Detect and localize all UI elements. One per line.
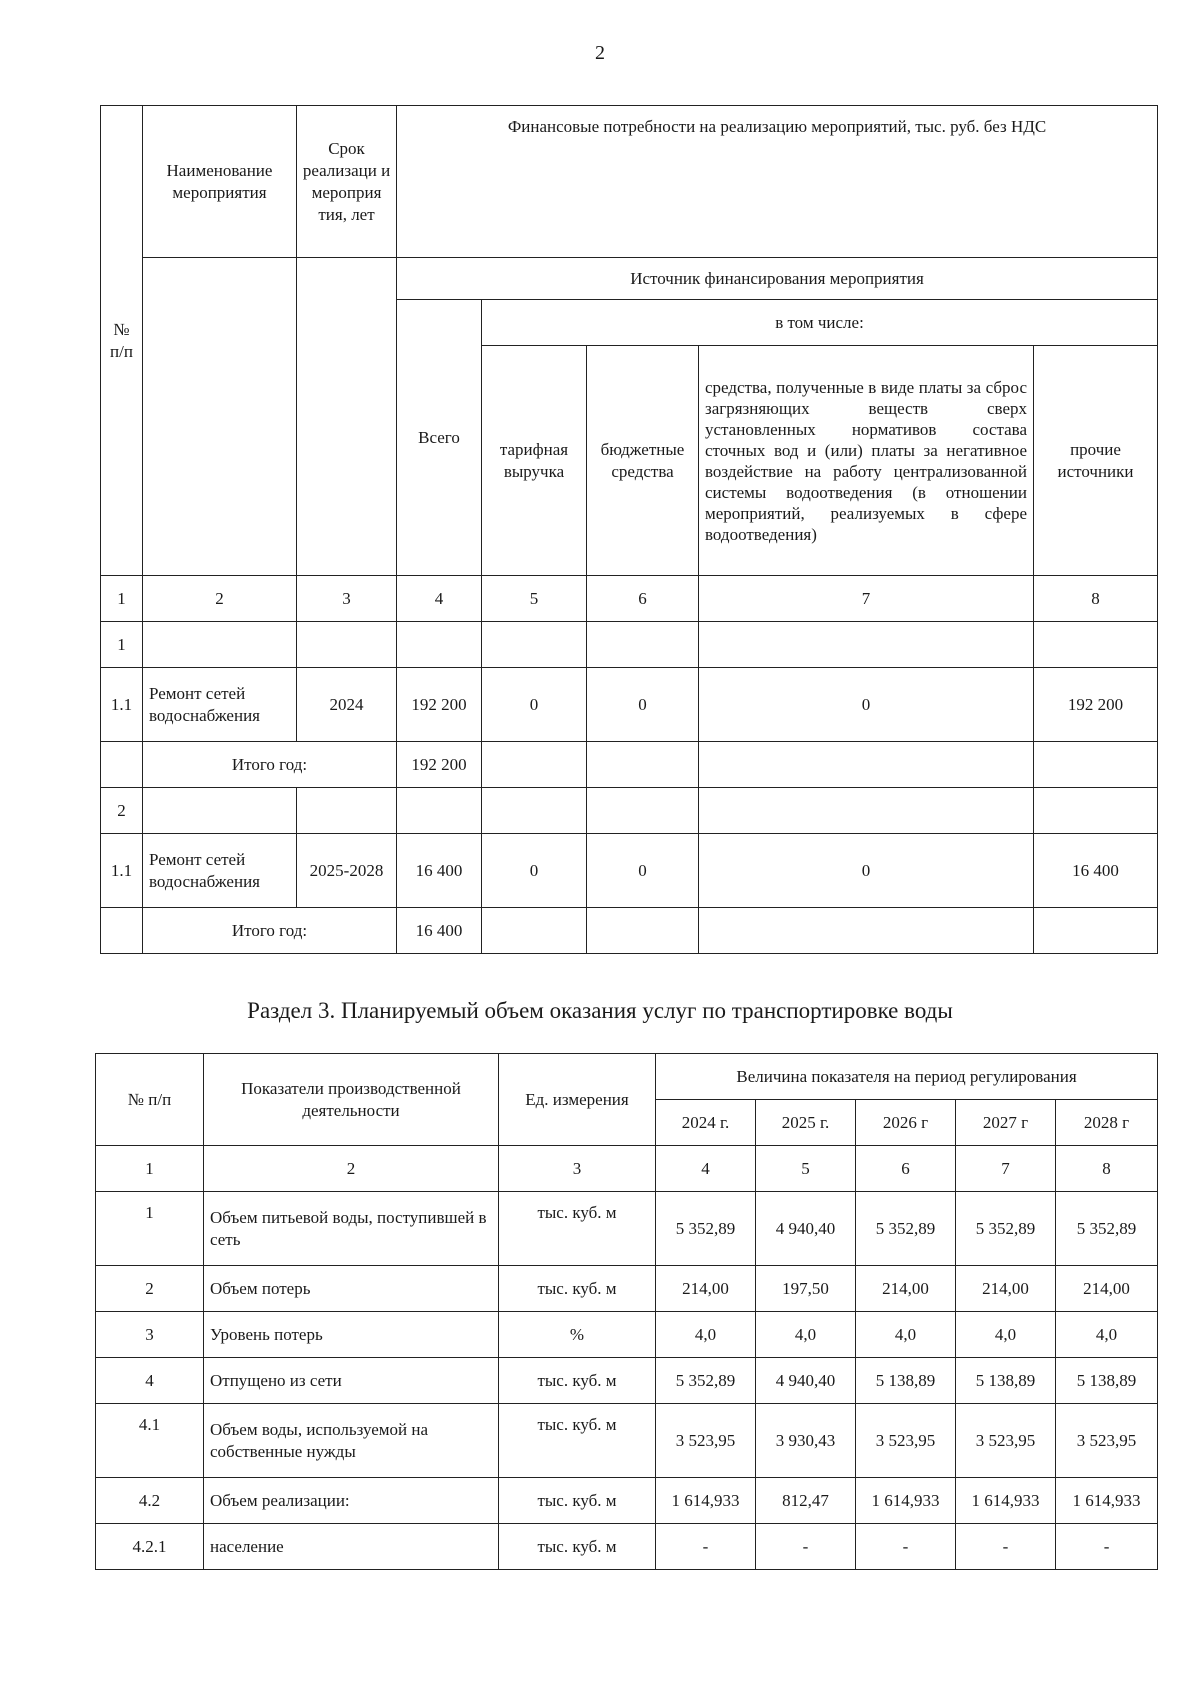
unit: %: [499, 1312, 656, 1358]
header-financial-needs: Финансовые потребности на реализацию мероприятий, тыс. руб. без НДС: [397, 106, 1158, 258]
section-title: Раздел 3. Планируемый объем оказания услуг по транспортировке воды: [247, 998, 953, 1023]
header-year: 2024 г.: [656, 1100, 756, 1146]
value-cell: 1 614,933: [1056, 1478, 1158, 1524]
subtotal-value: 16 400: [397, 908, 482, 954]
column-number: 2: [204, 1146, 499, 1192]
value-cell: 3 523,95: [1056, 1404, 1158, 1478]
header-unit: Ед. измерения: [499, 1054, 656, 1146]
subtotal-row: [101, 742, 1158, 788]
value-cell: 5 352,89: [656, 1192, 756, 1266]
value-cell: 4,0: [756, 1312, 856, 1358]
header-num: № п/п: [101, 106, 143, 576]
budget-value: 0: [587, 668, 699, 742]
value-cell: -: [656, 1524, 756, 1570]
column-number: 3: [499, 1146, 656, 1192]
value-cell: 3 930,43: [756, 1404, 856, 1478]
header-name-blank: [143, 258, 297, 576]
header-num: № п/п: [96, 1054, 204, 1146]
indicator-name: Объем потерь: [204, 1266, 499, 1312]
fees-value: 0: [699, 834, 1034, 908]
header-period: Величина показателя на период регулирования: [656, 1054, 1158, 1100]
activity-term: 2025-2028: [297, 834, 397, 908]
subtotal-label: Итого год:: [143, 908, 397, 954]
value-cell: 214,00: [1056, 1266, 1158, 1312]
column-number: 4: [397, 576, 482, 622]
value-cell: 5 352,89: [956, 1192, 1056, 1266]
row-number: 4.1: [96, 1404, 204, 1478]
indicator-name: Отпущено из сети: [204, 1358, 499, 1404]
indicator-name: население: [204, 1524, 499, 1570]
value-cell: 5 138,89: [956, 1358, 1056, 1404]
column-number: 7: [699, 576, 1034, 622]
table-row: [96, 1478, 1158, 1524]
indicator-name: Уровень потерь: [204, 1312, 499, 1358]
header-budget: бюджетные средства: [587, 346, 699, 576]
page-number: 2: [595, 42, 605, 64]
value-cell: -: [1056, 1524, 1158, 1570]
other-value: 16 400: [1034, 834, 1158, 908]
value-cell: 4,0: [856, 1312, 956, 1358]
value-cell: 1 614,933: [956, 1478, 1056, 1524]
unit: тыс. куб. м: [499, 1358, 656, 1404]
value-cell: 214,00: [956, 1266, 1056, 1312]
value-cell: 1 614,933: [856, 1478, 956, 1524]
header-other: прочие источники: [1034, 346, 1158, 576]
column-number: 8: [1056, 1146, 1158, 1192]
fees-value: 0: [699, 668, 1034, 742]
table-row: [96, 1358, 1158, 1404]
column-number: 4: [656, 1146, 756, 1192]
group-row: [101, 622, 1158, 668]
column-number-row: [96, 1146, 1158, 1192]
header-source: Источник финансирования мероприятия: [397, 258, 1158, 300]
column-number: 6: [587, 576, 699, 622]
value-cell: 1 614,933: [656, 1478, 756, 1524]
column-number: 1: [101, 576, 143, 622]
table-row: [96, 1192, 1158, 1266]
row-number: 1.1: [101, 834, 143, 908]
group-number: 1: [101, 622, 143, 668]
row-number: 1.1: [101, 668, 143, 742]
value-cell: 214,00: [856, 1266, 956, 1312]
activity-name: Ремонт сетей водоснабжения: [143, 668, 297, 742]
other-value: 192 200: [1034, 668, 1158, 742]
group-number: 2: [101, 788, 143, 834]
header-year: 2027 г: [956, 1100, 1056, 1146]
header-year: 2026 г: [856, 1100, 956, 1146]
indicator-name: Объем реализации:: [204, 1478, 499, 1524]
tariff-value: 0: [482, 834, 587, 908]
header-year: 2028 г: [1056, 1100, 1158, 1146]
row-number: 4: [96, 1358, 204, 1404]
table-row: [101, 668, 1158, 742]
value-cell: 3 523,95: [956, 1404, 1056, 1478]
table-row: [96, 1404, 1158, 1478]
unit: тыс. куб. м: [499, 1524, 656, 1570]
value-cell: 5 352,89: [1056, 1192, 1158, 1266]
value-cell: 4,0: [956, 1312, 1056, 1358]
value-cell: -: [856, 1524, 956, 1570]
row-number: 1: [96, 1192, 204, 1266]
header-tariff: тарифная выручка: [482, 346, 587, 576]
value-cell: -: [956, 1524, 1056, 1570]
table-row: [96, 1312, 1158, 1358]
value-cell: 4 940,40: [756, 1358, 856, 1404]
group-row: [101, 788, 1158, 834]
column-number: 2: [143, 576, 297, 622]
value-cell: 3 523,95: [656, 1404, 756, 1478]
column-number: 8: [1034, 576, 1158, 622]
value-cell: 197,50: [756, 1266, 856, 1312]
column-number: 1: [96, 1146, 204, 1192]
unit: тыс. куб. м: [499, 1478, 656, 1524]
column-number-row: [101, 576, 1158, 622]
header-year: 2025 г.: [756, 1100, 856, 1146]
unit: тыс. куб. м: [499, 1192, 656, 1266]
services-table: [95, 1053, 1158, 1570]
value-cell: 812,47: [756, 1478, 856, 1524]
unit: тыс. куб. м: [499, 1404, 656, 1478]
header-term: Срок реализаци и мероприя тия, лет: [297, 106, 397, 258]
value-cell: 4 940,40: [756, 1192, 856, 1266]
value-cell: -: [756, 1524, 856, 1570]
activity-term: 2024: [297, 668, 397, 742]
column-number: 7: [956, 1146, 1056, 1192]
subtotal-label: Итого год:: [143, 742, 397, 788]
total-value: 16 400: [397, 834, 482, 908]
value-cell: 4,0: [1056, 1312, 1158, 1358]
indicator-name: Объем воды, используемой на собственные нужды: [204, 1404, 499, 1478]
subtotal-row: [101, 908, 1158, 954]
row-number: 4.2.1: [96, 1524, 204, 1570]
activity-name: Ремонт сетей водоснабжения: [143, 834, 297, 908]
column-number: 5: [756, 1146, 856, 1192]
value-cell: 214,00: [656, 1266, 756, 1312]
budget-value: 0: [587, 834, 699, 908]
header-including: в том числе:: [482, 300, 1158, 346]
column-number: 6: [856, 1146, 956, 1192]
value-cell: 5 138,89: [1056, 1358, 1158, 1404]
table-row: [96, 1524, 1158, 1570]
value-cell: 5 352,89: [856, 1192, 956, 1266]
row-number: 2: [96, 1266, 204, 1312]
column-number: 3: [297, 576, 397, 622]
header-indicator: Показатели производственной деятельности: [204, 1054, 499, 1146]
header-fees: средства, полученные в виде платы за сброс загрязняющих веществ сверх установленных нормативов состава сточных вод и (или) платы за негативное воздействие на работу централизованной системы водоотведения (в отношении мероприятий, реализуемых в сфере водоотведения): [699, 346, 1034, 576]
unit: тыс. куб. м: [499, 1266, 656, 1312]
header-name: Наименование мероприятия: [143, 106, 297, 258]
table-row: [96, 1266, 1158, 1312]
header-term-blank: [297, 258, 397, 576]
value-cell: 4,0: [656, 1312, 756, 1358]
table-row: [101, 834, 1158, 908]
tariff-value: 0: [482, 668, 587, 742]
value-cell: 3 523,95: [856, 1404, 956, 1478]
subtotal-value: 192 200: [397, 742, 482, 788]
indicator-name: Объем питьевой воды, поступившей в сеть: [204, 1192, 499, 1266]
total-value: 192 200: [397, 668, 482, 742]
row-number: 3: [96, 1312, 204, 1358]
column-number: 5: [482, 576, 587, 622]
row-number: 4.2: [96, 1478, 204, 1524]
header-total: Всего: [397, 300, 482, 576]
value-cell: 5 352,89: [656, 1358, 756, 1404]
funding-table: [100, 105, 1158, 954]
value-cell: 5 138,89: [856, 1358, 956, 1404]
